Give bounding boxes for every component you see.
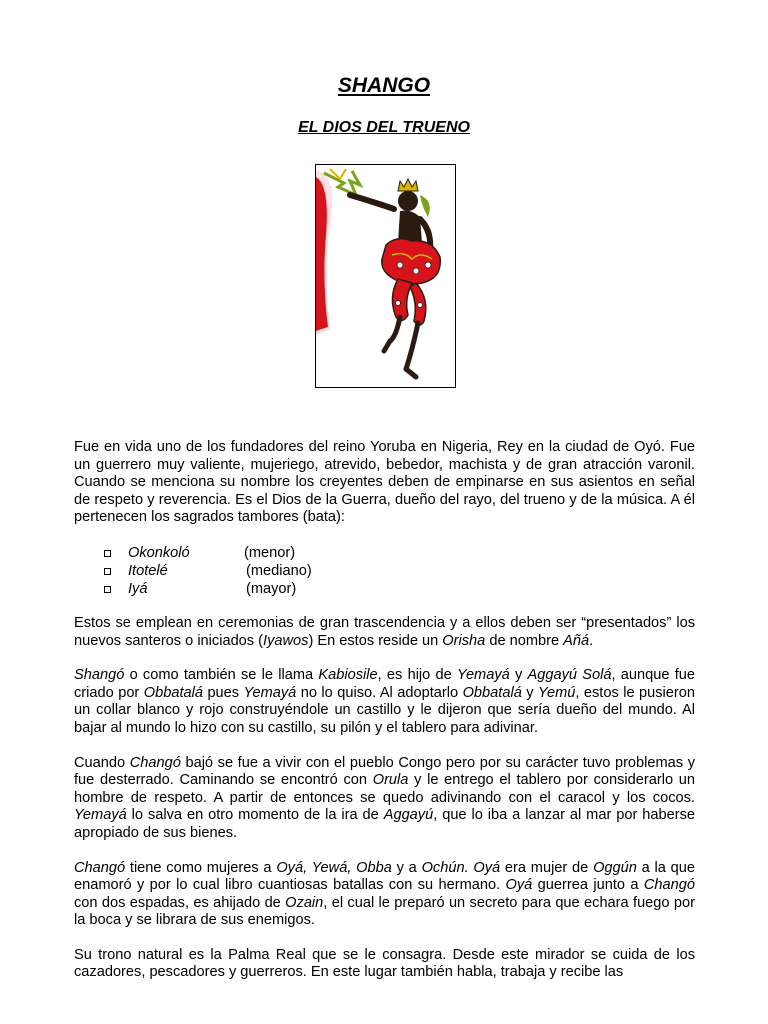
paragraph-throne: Su trono natural es la Palma Real que se le consagra. Desde este mirador se cuida de los cazadores, pescadores y guerreros. En este lugar también habla, trabaja y recibe las (74, 946, 695, 981)
italic-term: Changó (74, 859, 126, 876)
list-item (104, 562, 695, 580)
italic-term: Yemú (538, 684, 576, 701)
italic-term: Obbatalá (462, 684, 522, 701)
page-title: SHANGO (337, 74, 431, 97)
drum-list (74, 544, 695, 598)
paragraph-wives: Changó tiene como mujeres a Oyá, Yewá, Obba y a Ochún. Oyá era mujer de Oggún a la que enamoró y por lo cual libro cuantiosas batallas con su hermano. Oyá guerrea junto a Changó con dos espadas, es ahijado de Ozain, el cual le preparó un secreto para que echara fuego por la boca y se librara de sus enemigos. (74, 859, 696, 929)
italic-term: Aggayú (383, 807, 434, 824)
shango-figure-illustration (315, 164, 456, 388)
paragraph-origin: Shangó o como también se le llama Kabiosile, es hijo de Yemayá y Aggayú Solá, aunque fue criado por Obbatalá pues Yemayá no lo quiso. Al adoptarlo Obbatalá y Yemú, estos le pusieron un collar blanco y rojo construyéndole un castillo y le dijeron que sería dueño del mundo. Al bajar al mundo lo hizo con su castillo, su pilón y el tablero para adivinar. (74, 667, 696, 736)
square-bullet-icon (104, 550, 111, 557)
drum-name: Okonkoló (128, 544, 190, 561)
list-item (104, 544, 695, 562)
italic-term: Aggayú Solá (527, 667, 612, 684)
list-item (104, 580, 695, 598)
italic-term: Changó (129, 754, 181, 771)
page-subtitle: EL DIOS DEL TRUENO (298, 119, 470, 136)
italic-term: Yemayá (457, 667, 510, 684)
drum-name: Iyá (128, 580, 148, 597)
italic-term: Shangó (74, 667, 125, 684)
italic-term: Ozain (285, 894, 324, 911)
paragraph-exile: Cuando Changó bajó se fue a vivir con el pueblo Congo pero por su carácter tuvo problemas y fue desterrado. Caminando se encontró con Orula y le entrego el tablero por considerarlo un hombre de respeto. A partir de entonces se quedo adivinando con el caracol y los cocos. Yemayá lo salva en otro momento de la ira de Aggayú, que lo iba a lanzar al mar por haberse apropiado de sus bienes. (74, 754, 696, 841)
italic-term: Orisha (442, 632, 486, 649)
drum-size: (mediano) (246, 562, 312, 579)
drum-size: (mayor) (246, 580, 297, 597)
italic-term: Oyá, Yewá, Obba (276, 859, 392, 876)
italic-term: Oyá (505, 877, 533, 894)
paragraph-intro: Fue en vida uno de los fundadores del reino Yoruba en Nigeria, Rey en la ciudad de Oyó. Fue un guerrero muy valiente, mujeriego, atrevido, bebedor, machista y de gran atracción varonil. Cuando se menciona su nombre los creyentes deben de empinarse en sus asientos en señal de respeto y reverencia. Es el Dios de la Guerra, dueño del rayo, del trueno y de la música. A él pertenecen los sagrados tambores (bata): (74, 439, 695, 526)
italic-term: Obbatalá (143, 684, 203, 701)
italic-term: Orula (372, 772, 409, 789)
drum-size: (menor) (244, 544, 296, 561)
paragraph-ceremonies: Estos se emplean en ceremonias de gran trascendencia y a ellos deben ser “presentados” los nuevos santeros o iniciados (Iyawos) En estos reside un Orisha de nombre Añá. (74, 614, 695, 649)
square-bullet-icon (104, 586, 111, 593)
italic-term: Changó (643, 877, 695, 894)
square-bullet-icon (104, 568, 111, 575)
italic-term: Iyawos (263, 632, 309, 649)
italic-term: Ochún. Oyá (421, 859, 501, 876)
document-body (74, 439, 695, 999)
italic-term: Oggún (593, 859, 637, 876)
italic-term: Yemayá (243, 684, 297, 701)
italic-term: Añá (563, 632, 590, 649)
italic-term: Yemayá (74, 807, 127, 824)
drum-name: Itotelé (128, 562, 168, 579)
italic-term: Kabiosile (318, 667, 378, 684)
